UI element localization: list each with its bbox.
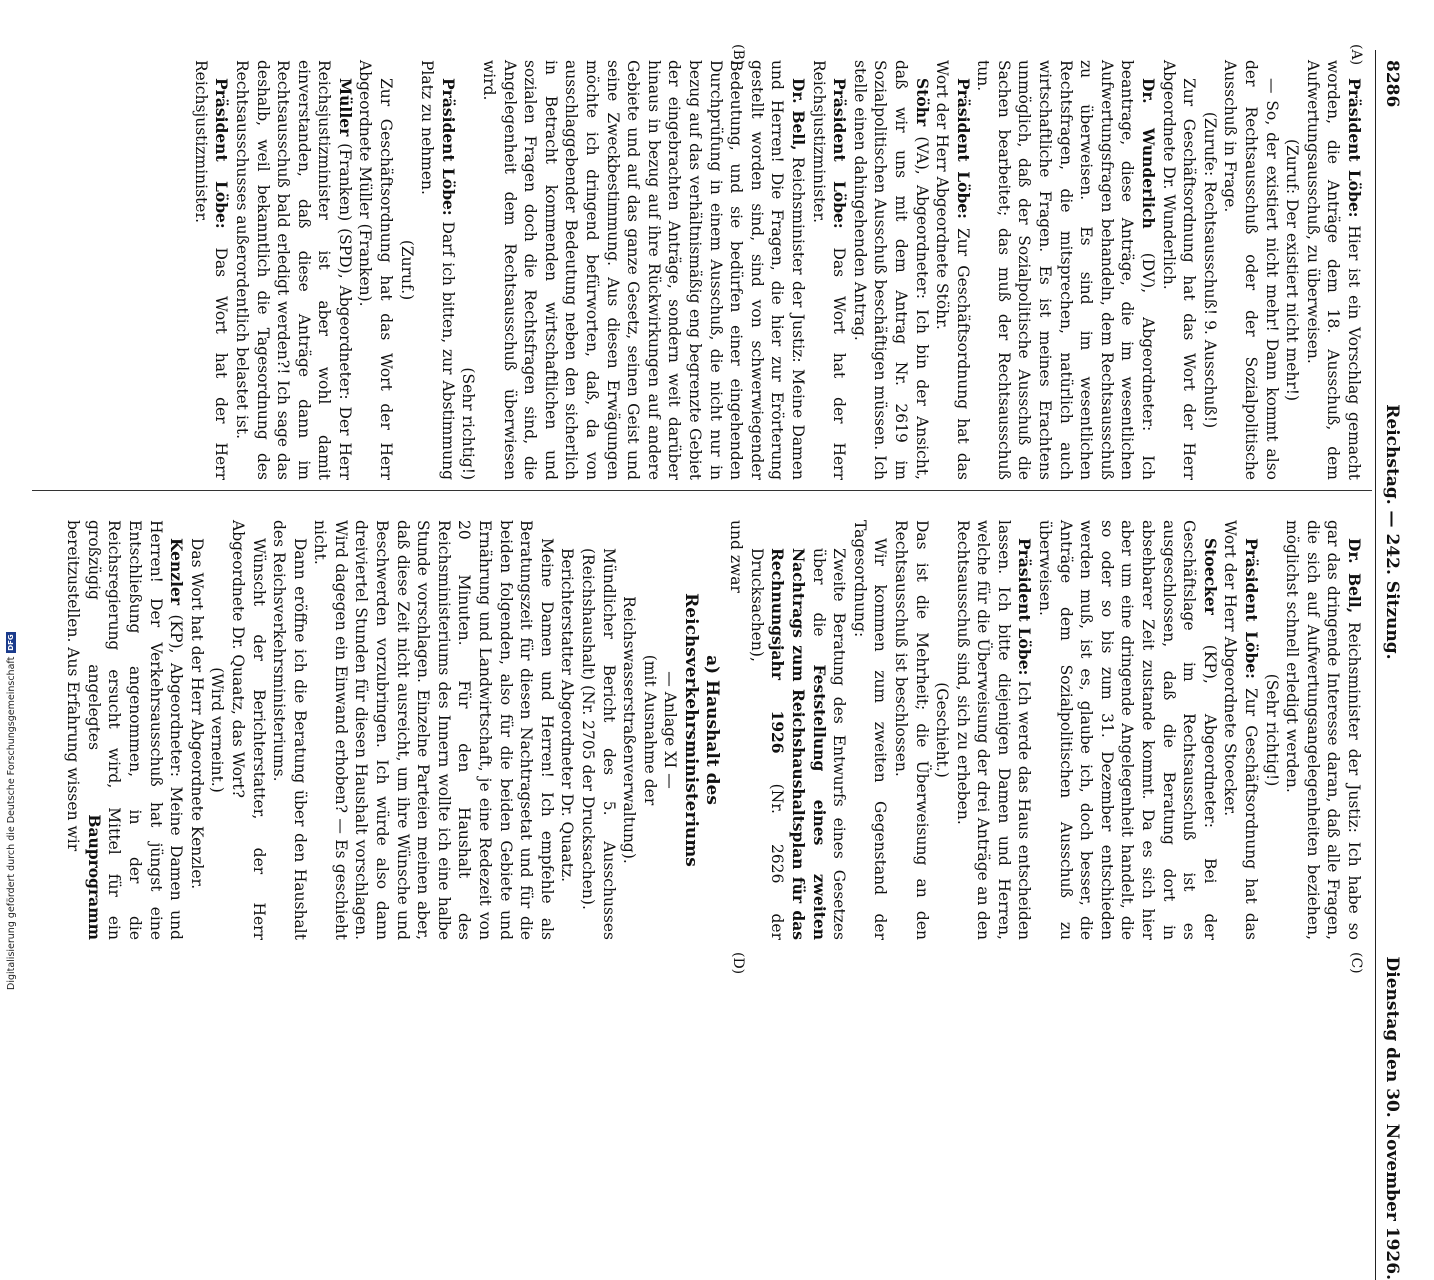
- paragraph: Zur Geschäftsordnung hat das Wort der Herr Abgeordnete Dr. Wunderlich.: [1159, 60, 1199, 480]
- paragraph: Stoecker (KP), Abgeordneter: Bei der Geschäftslage im Rechtsausschuß ist es ausgeschlossen, daß die Beratung dort in absehbarer Zeit zustande kommt. Da es sich hier aber um eine dringende Angelegenheit handelt, die so oder so bis zum 31. Dezember entschieden werden muß, ist es, glaube ich, doch besser, die Anträge dem Sozialpolitischen Ausschuß zu überweisen.: [1036, 520, 1220, 940]
- paragraph: Präsident Löbe: Zur Geschäftsordnung hat das Wort der Herr Abgeordnete Stöhr.: [933, 60, 973, 480]
- report-line: Berichterstatter Abgeordneter Dr. Quaatz.: [558, 548, 577, 883]
- interjection: (Zurufe: Rechtsausschuß! 9. Ausschuß!): [1200, 111, 1219, 429]
- interjection: (Sehr richtig!): [1262, 673, 1281, 787]
- interjection: (Wird verneint.): [208, 667, 227, 793]
- paragraph: Wir kommen zum zweiten Gegenstand der Tagesordnung:: [850, 520, 890, 940]
- agenda-item: Zweite Beratung des Entwurfs eines Gesetzes über die Feststellung eines zweiten Nachtrags zum Reichshaushaltsplan für das Rechnungsjahr 1926 (Nr. 2626 der Drucksachen),: [747, 548, 849, 941]
- paragraph: Präsident Löbe: Das Wort hat der Herr Reichsjustizminister.: [191, 60, 232, 480]
- interjection: (Geschieht.): [933, 682, 952, 778]
- paragraph: Kenzler (KP), Abgeordneter: Meine Damen und Herren! Der Verkehrsausschuß hat jüngst eine Entschließung angenommen, in der die Reichsregierung ersucht wird, Mittel für ein großzügig angelegtes Bauprogramm bereitzustellen. Aus Erfahrung wissen wir: [64, 520, 187, 940]
- paragraph: Präsident Löbe: Darf ich bitten, zur Abstimmung Platz zu nehmen.: [418, 60, 458, 480]
- interjection: (Sehr richtig!): [459, 367, 478, 480]
- section-heading: a) Haushalt des Reichsverkehrsministeriums: [681, 593, 722, 867]
- margin-letter-c: (C): [1348, 952, 1364, 974]
- paragraph: Wünscht der Berichterstatter, der Herr Abgeordnete Dr. Quaatz, das Wort?: [228, 520, 268, 940]
- page-number: 8286: [1382, 60, 1402, 108]
- page-header: [1382, 60, 1402, 1280]
- session-date: Dienstag den 30. November 1926.: [1382, 956, 1402, 1280]
- paragraph: Präsident Löbe: Zur Geschäftsordnung hat das Wort der Herr Abgeordnete Stoecker.: [1221, 520, 1262, 940]
- paragraph: Das ist die Mehrheit; die Überweisung an den Rechtsausschuß ist beschlossen.: [891, 520, 931, 940]
- section-note: (mit Ausnahme der Reichswasserstraßenverwaltung).: [620, 596, 659, 864]
- interjection: (Zuruf.): [397, 239, 416, 301]
- paragraph: Präsident Löbe: Das Wort hat der Herr Reichsjustizminister.: [809, 60, 850, 480]
- paragraph: Präsident Löbe: Ich werde das Haus entscheiden lassen. Ich bitte diejenigen Damen und Herren, welche für die Überweisung der drei Anträge an den Rechtsausschuß sind, sich zu erheben.: [953, 520, 1035, 940]
- paragraph: Dr. Wunderlich (DV), Abgeordneter: Ich beantrage, diese Anträge, die im wesentlichen Aufwertungsfragen behandeln, dem Rechtsausschuß zu überweisen. Es sind im wesentlichen Rechtsfragen, die mitsprechen, natürlich auch wirtschaftliche Fragen. Es ist meines Erachtens unmöglich, daß der Sozialpolitische Ausschuß die Sachen bearbeitet; das muß der Rechtsausschuß tun.: [974, 60, 1159, 480]
- paragraph: Das Wort hat der Herr Abgeordnete Kenzler.: [187, 538, 206, 890]
- digitization-credit: [4, 605, 18, 990]
- interjection: (Zuruf: Der existiert nicht mehr!): [1283, 138, 1302, 402]
- paragraph: Müller (Franken) (SPD), Abgeordneter: Der Herr Reichsjustizminister ist aber wohl damit einverstanden, daß diese Anträge dann im Rechtsausschuß bald erledigt werden?! Ich sage das deshalb, weil bekanntlich die Tagesordnung des Rechtsausschusses außerordentlich belastet ist.: [232, 60, 355, 480]
- paragraph: Präsident Löbe: Hier ist ein Vorschlag gemacht worden, die Anträge dem 18. Ausschuß, dem Aufwertungsausschuß, zu überweisen.: [1303, 60, 1364, 480]
- paragraph: Dr. Bell, Reichsminister der Justiz: Ich habe so gar das dringende Interesse daran, daß alle Fragen, die sich auf Aufwertungsangelegenheiten beziehen, möglichst schnell erledigt werden.: [1283, 520, 1364, 940]
- paragraph: und zwar: [727, 520, 746, 593]
- credit-text: Digitalisierung gefördert durch die Deutsche Forschungsgemeinschaft: [5, 656, 17, 990]
- section-subheading: — Anlage XI —: [661, 671, 680, 789]
- session-title: Reichstag. — 242. Sitzung.: [1382, 404, 1402, 660]
- paragraph: — So, der existiert nicht mehr! Dann kommt also der Rechtsausschuß oder der Sozialpolitische Ausschuß in Frage.: [1221, 60, 1281, 480]
- paragraph: Stöhr (VA), Abgeordneter: Ich bin der Ansicht, daß wir uns mit dem Antrag Nr. 2619 im Sozialpolitischen Ausschuß beschäftigen müssen. Ich stelle einen dahingehenden Antrag.: [850, 60, 932, 480]
- header-rule: [1375, 50, 1376, 1280]
- paragraph: Zur Geschäftsordnung hat das Wort der Herr Abgeordnete Müller (Franken).: [356, 60, 396, 480]
- margin-letter-b: (B): [730, 44, 746, 66]
- paragraph: Dr. Bell, Reichsminister der Justiz: Meine Damen und Herren! Die Fragen, die hier zur Erörterung gestellt worden sind, sind von schwerwiegender Bedeutung, und sie bedürfen einer eingehenden Durchprüfung in einem Ausschuß, die nicht nur in bezug auf das verhältnismäßig eng begrenzte Gebiet der eingebrachten Anträge, sondern weit darüber hinaus in bezug auf ihre Rückwirkungen auf andere Gebiete und auf das ganze Gesetz, seinen Geist und seine Zweckbestimmung. Aus diesen Erwägungen möchte ich dringend befürworten, daß, da von ausschlaggebender Bedeutung neben den sicherlich in Betracht kommenden wirtschaftlichen und sozialen Fragen doch die Rechtsfragen sind, die Angelegenheit dem Rechtsausschuß überwiesen wird.: [480, 60, 808, 480]
- paragraph: Meine Damen und Herren! Ich empfehle als Beratungszeit für diesen Nachtragsetat und für die beiden folgenden, also für die beiden Gebiete und Ernährung und Landwirtschaft, je eine Redezeit von 20 Minuten. Für den Haushalt des Reichsministeriums des Innern wollte ich eine halbe Stunde vorschlagen. Einzelne Parteien meinen aber, daß diese Zeit nicht ausreicht, um ihre Wünsche und Beschwerden vorzubringen. Ich würde also dann dreiviertel Stunden für diesen Haushalt vorschlagen. Wird dagegen ein Einwand erhoben? — Es geschieht nicht.: [311, 520, 556, 940]
- column-divider: [32, 490, 1372, 491]
- report-line: Mündlicher Bericht des 5. Ausschusses (Reichshaushalt) (Nr. 2705 der Drucksachen).: [579, 548, 618, 940]
- paragraph: Dann eröffne ich die Beratung über den Haushalt des Reichsverkehrsministeriums.: [270, 520, 309, 940]
- margin-letter-d: (D): [730, 952, 746, 975]
- margin-letter-a: (A): [1348, 44, 1364, 66]
- dfg-logo: DFG: [7, 634, 15, 651]
